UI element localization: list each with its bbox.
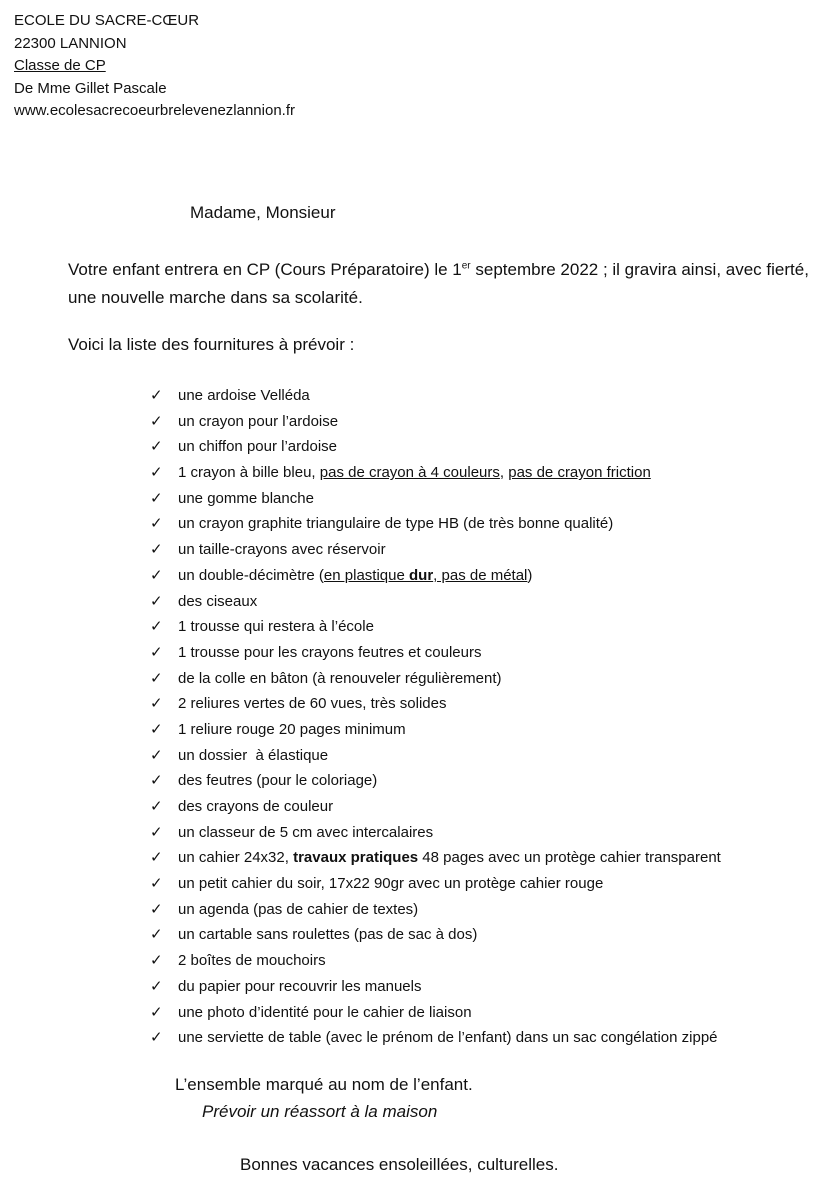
list-intro: Voici la liste des fournitures à prévoir : — [68, 335, 355, 354]
list-item-text: une ardoise Velléda — [178, 387, 310, 404]
list-item — [150, 948, 721, 974]
check-icon: ✓ — [150, 772, 163, 790]
check-icon: ✓ — [150, 387, 163, 404]
text-part: 48 pages avec un protège cahier transparent — [418, 849, 721, 867]
check-icon: ✓ — [150, 720, 163, 738]
check-icon: ✓ — [150, 746, 163, 764]
list-item-text: un crayon pour l’ardoise — [178, 412, 339, 430]
list-item-text: un taille-crayons avec réservoir — [178, 541, 386, 559]
list-item — [150, 768, 721, 794]
intro-paragraph — [68, 256, 826, 312]
intro-text-end: septembre 2022 ; il gravira ainsi, avec fierté, une nouvelle marche dans sa scolarité. — [68, 260, 809, 307]
school-city: 22300 LANNION — [14, 34, 127, 52]
list-item-text: un dossier à élastique — [178, 746, 329, 764]
list-item-text — [178, 845, 721, 871]
closing-note: L’ensemble marqué au nom de l’enfant. — [175, 1075, 473, 1094]
list-item — [150, 614, 721, 640]
list-item-text: des crayons de couleur — [178, 798, 334, 815]
supplies-list — [150, 383, 721, 1051]
check-icon: ✓ — [150, 618, 163, 636]
intro-superscript: er — [461, 260, 471, 272]
list-item — [150, 871, 721, 897]
list-item — [150, 434, 721, 460]
list-item — [150, 460, 721, 486]
list-item-text: une photo d’identité pour le cahier de liaison — [178, 1003, 472, 1021]
check-icon: ✓ — [150, 977, 163, 995]
check-icon: ✓ — [150, 669, 163, 687]
list-item — [150, 486, 721, 512]
list-item-text: un classeur de 5 cm avec intercalaires — [178, 823, 434, 841]
check-icon: ✓ — [150, 1029, 163, 1047]
list-item-text: des ciseaux — [178, 592, 258, 610]
list-item — [150, 537, 721, 563]
school-website: www.ecolesacrecoeurbrelevenezlannion.fr — [14, 102, 295, 119]
list-item — [150, 922, 721, 948]
class-name: Classe de CP — [14, 57, 106, 74]
list-item — [150, 743, 721, 769]
list-item-text: une gomme blanche — [178, 489, 314, 507]
list-item-text: 1 reliure rouge 20 pages minimum — [178, 720, 406, 738]
list-item-text: un cartable sans roulettes (pas de sac à dos) — [178, 926, 478, 944]
text-part: en plastique — [323, 566, 409, 584]
letter-header — [14, 10, 295, 123]
list-item-text: 1 trousse qui restera à l’école — [178, 618, 374, 636]
text-part: ) — [527, 566, 533, 584]
list-item — [150, 717, 721, 743]
list-item — [150, 1000, 721, 1026]
list-item — [150, 1025, 721, 1051]
list-item-text: de la colle en bâton (à renouveler régulièrement) — [178, 669, 502, 687]
check-icon: ✓ — [150, 900, 163, 918]
check-icon: ✓ — [150, 541, 163, 559]
list-item-text — [178, 563, 532, 589]
list-item — [150, 974, 721, 1000]
list-item-text: une serviette de table (avec le prénom de l’enfant) dans un sac congélation zippé — [178, 1029, 718, 1047]
text-part: , — [499, 464, 509, 482]
closing-wishes: Bonnes vacances ensoleillées, culturelles. — [240, 1155, 559, 1174]
text-part: , pas de métal — [433, 566, 528, 584]
list-item — [150, 897, 721, 923]
list-item-text: des feutres (pour le coloriage) — [178, 772, 378, 790]
list-item — [150, 691, 721, 717]
check-icon: ✓ — [150, 412, 163, 430]
bold-text: travaux pratiques — [293, 849, 419, 867]
list-item-text: un agenda (pas de cahier de textes) — [178, 900, 419, 918]
list-item-text: un crayon graphite triangulaire de type HB (de très bonne qualité) — [178, 515, 614, 533]
list-item-text: un petit cahier du soir, 17x22 90gr avec un protège cahier rouge — [178, 875, 604, 893]
closing-reminder: Prévoir un réassort à la maison — [202, 1102, 438, 1121]
list-item — [150, 640, 721, 666]
underlined-text — [324, 567, 527, 584]
list-item — [150, 563, 721, 589]
check-icon: ✓ — [150, 695, 163, 713]
list-item-text: un chiffon pour l’ardoise — [178, 438, 337, 456]
salutation: Madame, Monsieur — [190, 203, 336, 222]
list-item — [150, 845, 721, 871]
list-item-text — [178, 460, 651, 486]
list-item-text: 2 boîtes de mouchoirs — [178, 952, 326, 970]
check-icon: ✓ — [150, 489, 163, 507]
check-icon: ✓ — [150, 823, 163, 841]
check-icon: ✓ — [150, 464, 163, 482]
list-item — [150, 794, 721, 820]
underlined-text: pas de crayon friction — [508, 464, 651, 482]
check-icon: ✓ — [150, 849, 163, 867]
list-item — [150, 820, 721, 846]
text-part: un double-décimètre ( — [178, 566, 324, 584]
text-part: un cahier 24x32, — [178, 849, 294, 867]
list-item — [150, 666, 721, 692]
list-item — [150, 383, 721, 409]
check-icon: ✓ — [150, 798, 163, 815]
check-icon: ✓ — [150, 592, 163, 610]
list-item-text: du papier pour recouvrir les manuels — [178, 977, 422, 995]
text-part: 1 crayon à bille bleu, — [178, 464, 320, 482]
list-item — [150, 511, 721, 537]
list-item-text: 2 reliures vertes de 60 vues, très solides — [178, 695, 447, 713]
list-item — [150, 589, 721, 615]
list-item — [150, 409, 721, 435]
check-icon: ✓ — [150, 438, 163, 456]
check-icon: ✓ — [150, 643, 163, 661]
underlined-text: pas de crayon à 4 couleurs — [319, 464, 500, 482]
bold-text: dur — [409, 566, 434, 584]
check-icon: ✓ — [150, 952, 163, 970]
list-item-text: 1 trousse pour les crayons feutres et couleurs — [178, 643, 482, 661]
school-name: ECOLE DU SACRE-CŒUR — [14, 12, 200, 29]
check-icon: ✓ — [150, 926, 163, 944]
check-icon: ✓ — [150, 1003, 163, 1021]
check-icon: ✓ — [150, 515, 163, 533]
intro-text-start: Votre enfant entrera en CP (Cours Préparatoire) le 1 — [68, 260, 462, 279]
teacher-name: De Mme Gillet Pascale — [14, 79, 167, 97]
check-icon: ✓ — [150, 875, 163, 893]
check-icon: ✓ — [150, 566, 163, 584]
